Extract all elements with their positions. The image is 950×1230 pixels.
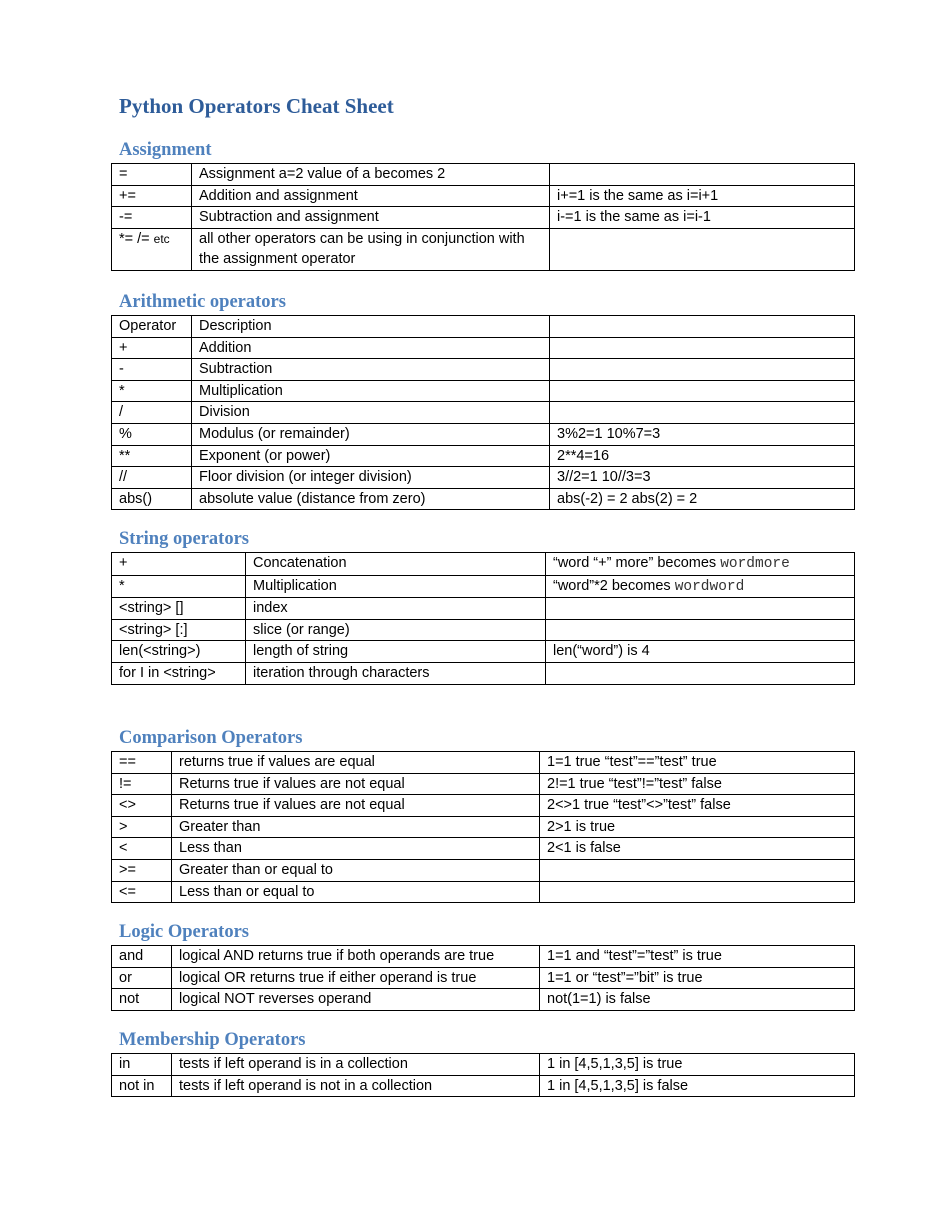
table-row xyxy=(112,1054,855,1076)
operator-cell: // xyxy=(112,467,192,489)
operator-cell: -= xyxy=(112,207,192,229)
table-row xyxy=(112,337,855,359)
example-cell: not(1=1) is false xyxy=(540,989,855,1011)
description-cell: index xyxy=(246,598,546,620)
operator-cell: == xyxy=(112,752,172,774)
arithmetic-section xyxy=(111,289,854,510)
operator-suffix: etc xyxy=(153,231,170,246)
example-text: “word”*2 becomes xyxy=(553,577,675,594)
table-row xyxy=(112,641,855,663)
table-row xyxy=(112,488,855,510)
operator-cell: <string> [] xyxy=(112,598,246,620)
description-cell: slice (or range) xyxy=(246,619,546,641)
example-text: “word “+” more” becomes xyxy=(553,555,721,571)
operator-cell: or xyxy=(112,967,172,989)
description-cell: Addition and assignment xyxy=(192,185,550,207)
example-cell xyxy=(550,337,855,359)
description-cell: Assignment a=2 value of a becomes 2 xyxy=(192,164,550,186)
description-cell: tests if left operand is in a collection xyxy=(172,1054,540,1076)
example-cell: 1 in [4,5,1,3,5] is false xyxy=(540,1075,855,1097)
description-cell: Multiplication xyxy=(246,575,546,598)
table-row xyxy=(112,598,855,620)
comparison-table xyxy=(111,751,855,903)
description-cell: Modulus (or remainder) xyxy=(192,423,550,445)
example-cell xyxy=(546,598,855,620)
table-row xyxy=(112,967,855,989)
operator-cell: len(<string>) xyxy=(112,641,246,663)
operator-cell: = xyxy=(112,164,192,186)
description-cell: iteration through characters xyxy=(246,662,546,684)
operator-cell: not in xyxy=(112,1075,172,1097)
description-cell: Less than xyxy=(172,838,540,860)
section-heading: Assignment xyxy=(119,140,212,160)
operator-cell: abs() xyxy=(112,488,192,510)
example-cell xyxy=(550,380,855,402)
example-cell: i-=1 is the same as i=i-1 xyxy=(550,207,855,229)
example-cell: 2!=1 true “test”!=”test” false xyxy=(540,773,855,795)
example-cell xyxy=(550,402,855,424)
table-row xyxy=(112,946,855,968)
description-cell: Addition xyxy=(192,337,550,359)
operator-cell: != xyxy=(112,773,172,795)
table-row xyxy=(112,207,855,229)
page-title: Python Operators Cheat Sheet xyxy=(119,94,394,118)
table-row xyxy=(112,859,855,881)
description-cell: Greater than or equal to xyxy=(172,859,540,881)
membership-section xyxy=(111,1027,854,1097)
description-cell: Returns true if values are not equal xyxy=(172,795,540,817)
description-cell: logical NOT reverses operand xyxy=(172,989,540,1011)
assignment-section xyxy=(111,137,854,271)
description-cell: Returns true if values are not equal xyxy=(172,773,540,795)
operator-cell: / xyxy=(112,402,192,424)
description-cell: Division xyxy=(192,402,550,424)
description-cell: Description xyxy=(192,316,550,338)
string-table xyxy=(111,552,855,685)
example-cell xyxy=(540,859,855,881)
operator-cell: % xyxy=(112,423,192,445)
example-cell: 2<1 is false xyxy=(540,838,855,860)
description-cell: all other operators can be using in conjunction with the assignment operator xyxy=(192,228,550,270)
description-cell: logical OR returns true if either operand is true xyxy=(172,967,540,989)
string-section xyxy=(111,526,854,685)
logic-section xyxy=(111,919,854,1011)
example-cell xyxy=(546,553,855,576)
example-cell: 1=1 or “test”=”bit” is true xyxy=(540,967,855,989)
membership-table xyxy=(111,1053,855,1097)
operator-cell: + xyxy=(112,553,246,576)
comparison-section xyxy=(111,725,854,903)
description-cell: Less than or equal to xyxy=(172,881,540,903)
description-cell: logical AND returns true if both operands are true xyxy=(172,946,540,968)
example-cell: 2**4=16 xyxy=(550,445,855,467)
section-heading: Arithmetic operators xyxy=(119,292,286,312)
table-row xyxy=(112,359,855,381)
example-cell: 3//2=1 10//3=3 xyxy=(550,467,855,489)
operator-cell: in xyxy=(112,1054,172,1076)
description-cell: Subtraction xyxy=(192,359,550,381)
example-code: wordword xyxy=(674,578,745,595)
operator-cell: - xyxy=(112,359,192,381)
example-cell xyxy=(550,359,855,381)
operator-cell: + xyxy=(112,337,192,359)
description-cell: tests if left operand is not in a collection xyxy=(172,1075,540,1097)
table-row xyxy=(112,445,855,467)
operator-cell: <string> [:] xyxy=(112,619,246,641)
example-cell xyxy=(550,316,855,338)
table-row xyxy=(112,989,855,1011)
operator-cell: * xyxy=(112,380,192,402)
table-row xyxy=(112,816,855,838)
table-row xyxy=(112,380,855,402)
example-cell xyxy=(546,619,855,641)
table-row xyxy=(112,752,855,774)
table-row xyxy=(112,553,855,576)
operator-cell: for I in <string> xyxy=(112,662,246,684)
table-row xyxy=(112,185,855,207)
table-row xyxy=(112,881,855,903)
description-cell: absolute value (distance from zero) xyxy=(192,488,550,510)
operator-cell: > xyxy=(112,816,172,838)
operator-cell: <= xyxy=(112,881,172,903)
table-row xyxy=(112,402,855,424)
example-cell xyxy=(540,881,855,903)
section-heading: Logic Operators xyxy=(119,922,249,942)
operator-cell: * xyxy=(112,575,246,598)
table-row xyxy=(112,228,855,270)
example-cell: len(“word”) is 4 xyxy=(546,641,855,663)
arithmetic-table xyxy=(111,315,855,510)
table-row xyxy=(112,1075,855,1097)
description-cell: returns true if values are equal xyxy=(172,752,540,774)
description-cell: length of string xyxy=(246,641,546,663)
example-cell: 1=1 and “test”=”test” is true xyxy=(540,946,855,968)
logic-table xyxy=(111,945,855,1011)
example-code: wordmore xyxy=(720,556,790,572)
table-row xyxy=(112,467,855,489)
operator-cell: += xyxy=(112,185,192,207)
operator-cell: not xyxy=(112,989,172,1011)
operator-cell: < xyxy=(112,838,172,860)
table-row xyxy=(112,164,855,186)
description-cell: Concatenation xyxy=(246,553,546,576)
section-heading: Comparison Operators xyxy=(119,728,303,748)
assignment-table xyxy=(111,163,855,271)
operator-text: *= /= xyxy=(119,230,150,247)
table-row xyxy=(112,662,855,684)
example-cell: 1=1 true “test”==”test” true xyxy=(540,752,855,774)
example-cell: i+=1 is the same as i=i+1 xyxy=(550,185,855,207)
table-row xyxy=(112,838,855,860)
section-heading: Membership Operators xyxy=(119,1030,306,1050)
table-row xyxy=(112,575,855,598)
example-cell: abs(-2) = 2 abs(2) = 2 xyxy=(550,488,855,510)
description-cell: Subtraction and assignment xyxy=(192,207,550,229)
table-row xyxy=(112,423,855,445)
example-cell xyxy=(550,164,855,186)
description-cell: Greater than xyxy=(172,816,540,838)
operator-cell: ** xyxy=(112,445,192,467)
operator-cell: and xyxy=(112,946,172,968)
operator-cell xyxy=(112,228,192,270)
example-cell: 3%2=1 10%7=3 xyxy=(550,423,855,445)
description-cell: Exponent (or power) xyxy=(192,445,550,467)
table-row xyxy=(112,316,855,338)
description-cell: Multiplication xyxy=(192,380,550,402)
section-heading: String operators xyxy=(119,529,249,549)
table-row xyxy=(112,795,855,817)
description-cell: Floor division (or integer division) xyxy=(192,467,550,489)
example-cell xyxy=(546,575,855,598)
operator-cell: Operator xyxy=(112,316,192,338)
example-cell xyxy=(546,662,855,684)
example-cell: 2>1 is true xyxy=(540,816,855,838)
operator-cell: <> xyxy=(112,795,172,817)
example-cell: 1 in [4,5,1,3,5] is true xyxy=(540,1054,855,1076)
table-row xyxy=(112,773,855,795)
example-cell: 2<>1 true “test”<>”test” false xyxy=(540,795,855,817)
operator-cell: >= xyxy=(112,859,172,881)
example-cell xyxy=(550,228,855,270)
table-row xyxy=(112,619,855,641)
